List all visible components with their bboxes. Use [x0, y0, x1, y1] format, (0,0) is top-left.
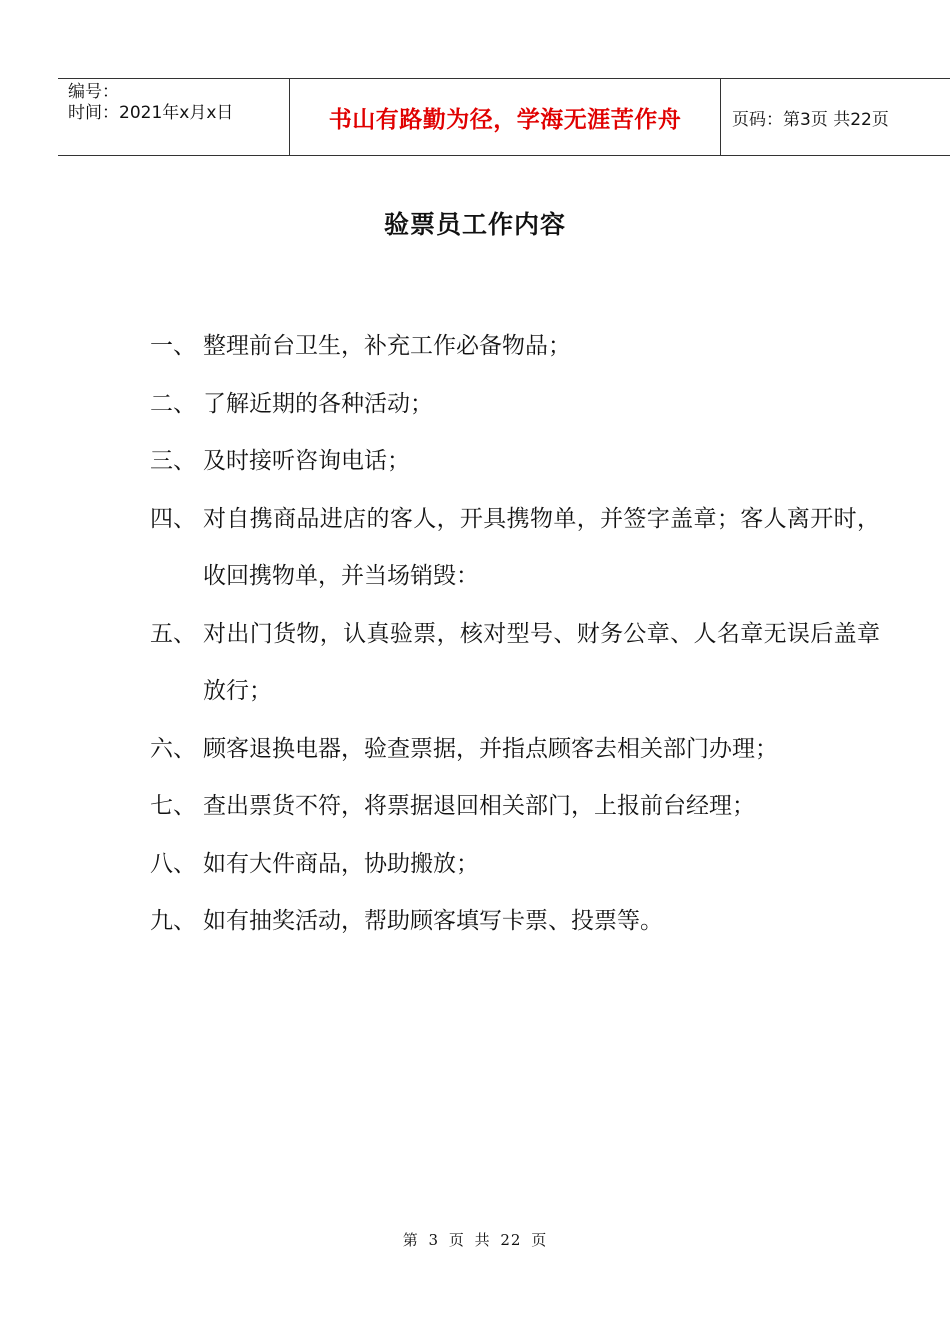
item-text: 如有抽奖活动，帮助顾客填写卡票、投票等。 — [203, 908, 663, 934]
header-motto: 书山有路勤为径，学海无涯苦作舟 — [290, 79, 721, 156]
item-number: 一、 — [150, 333, 196, 359]
document-number: 编号： — [68, 82, 119, 102]
list-item — [150, 433, 880, 491]
document-title: 验票员工作内容 — [383, 210, 566, 239]
list-item — [150, 376, 880, 434]
header-page-number: 页码：第3页 共22页 — [732, 110, 889, 130]
item-text: 了解近期的各种活动； — [203, 390, 433, 417]
list-item — [150, 606, 880, 721]
item-number: 二、 — [150, 390, 196, 417]
item-text: 及时接听咨询电话； — [203, 448, 410, 474]
item-number: 四、 — [150, 505, 196, 532]
item-number: 九、 — [150, 908, 196, 934]
item-text: 顾客退换电器，验查票据，并指点顾客去相关部门办理； — [203, 735, 778, 762]
page-header — [58, 78, 950, 156]
list-item — [150, 318, 880, 376]
item-text: 如有大件商品，协助搬放； — [203, 850, 479, 877]
item-text: 查出票货不符，将票据退回相关部门，上报前台经理； — [203, 793, 755, 819]
list-item — [150, 491, 880, 606]
list-item — [150, 893, 880, 951]
item-number: 八、 — [150, 850, 196, 877]
item-number: 六、 — [150, 735, 196, 762]
list-item — [150, 778, 880, 836]
item-number: 七、 — [150, 793, 196, 819]
list-item — [150, 721, 880, 779]
item-text: 整理前台卫生，补充工作必备物品； — [203, 333, 571, 359]
item-number: 五、 — [150, 620, 196, 647]
list-item — [150, 836, 880, 894]
item-text: 对出门货物，认真验票，核对型号、财务公章、人名章无误后盖章放行； — [203, 620, 880, 704]
duty-list — [150, 318, 880, 951]
item-number: 三、 — [150, 448, 196, 474]
header-meta — [58, 79, 290, 156]
document-time: 时间：2021年x月x日 — [68, 103, 234, 123]
page-footer: 第 3 页 共 22 页 — [402, 1231, 548, 1249]
item-text: 对自携商品进店的客人，开具携物单，并签字盖章；客人离开时，收回携物单，并当场销毁： — [203, 505, 880, 589]
